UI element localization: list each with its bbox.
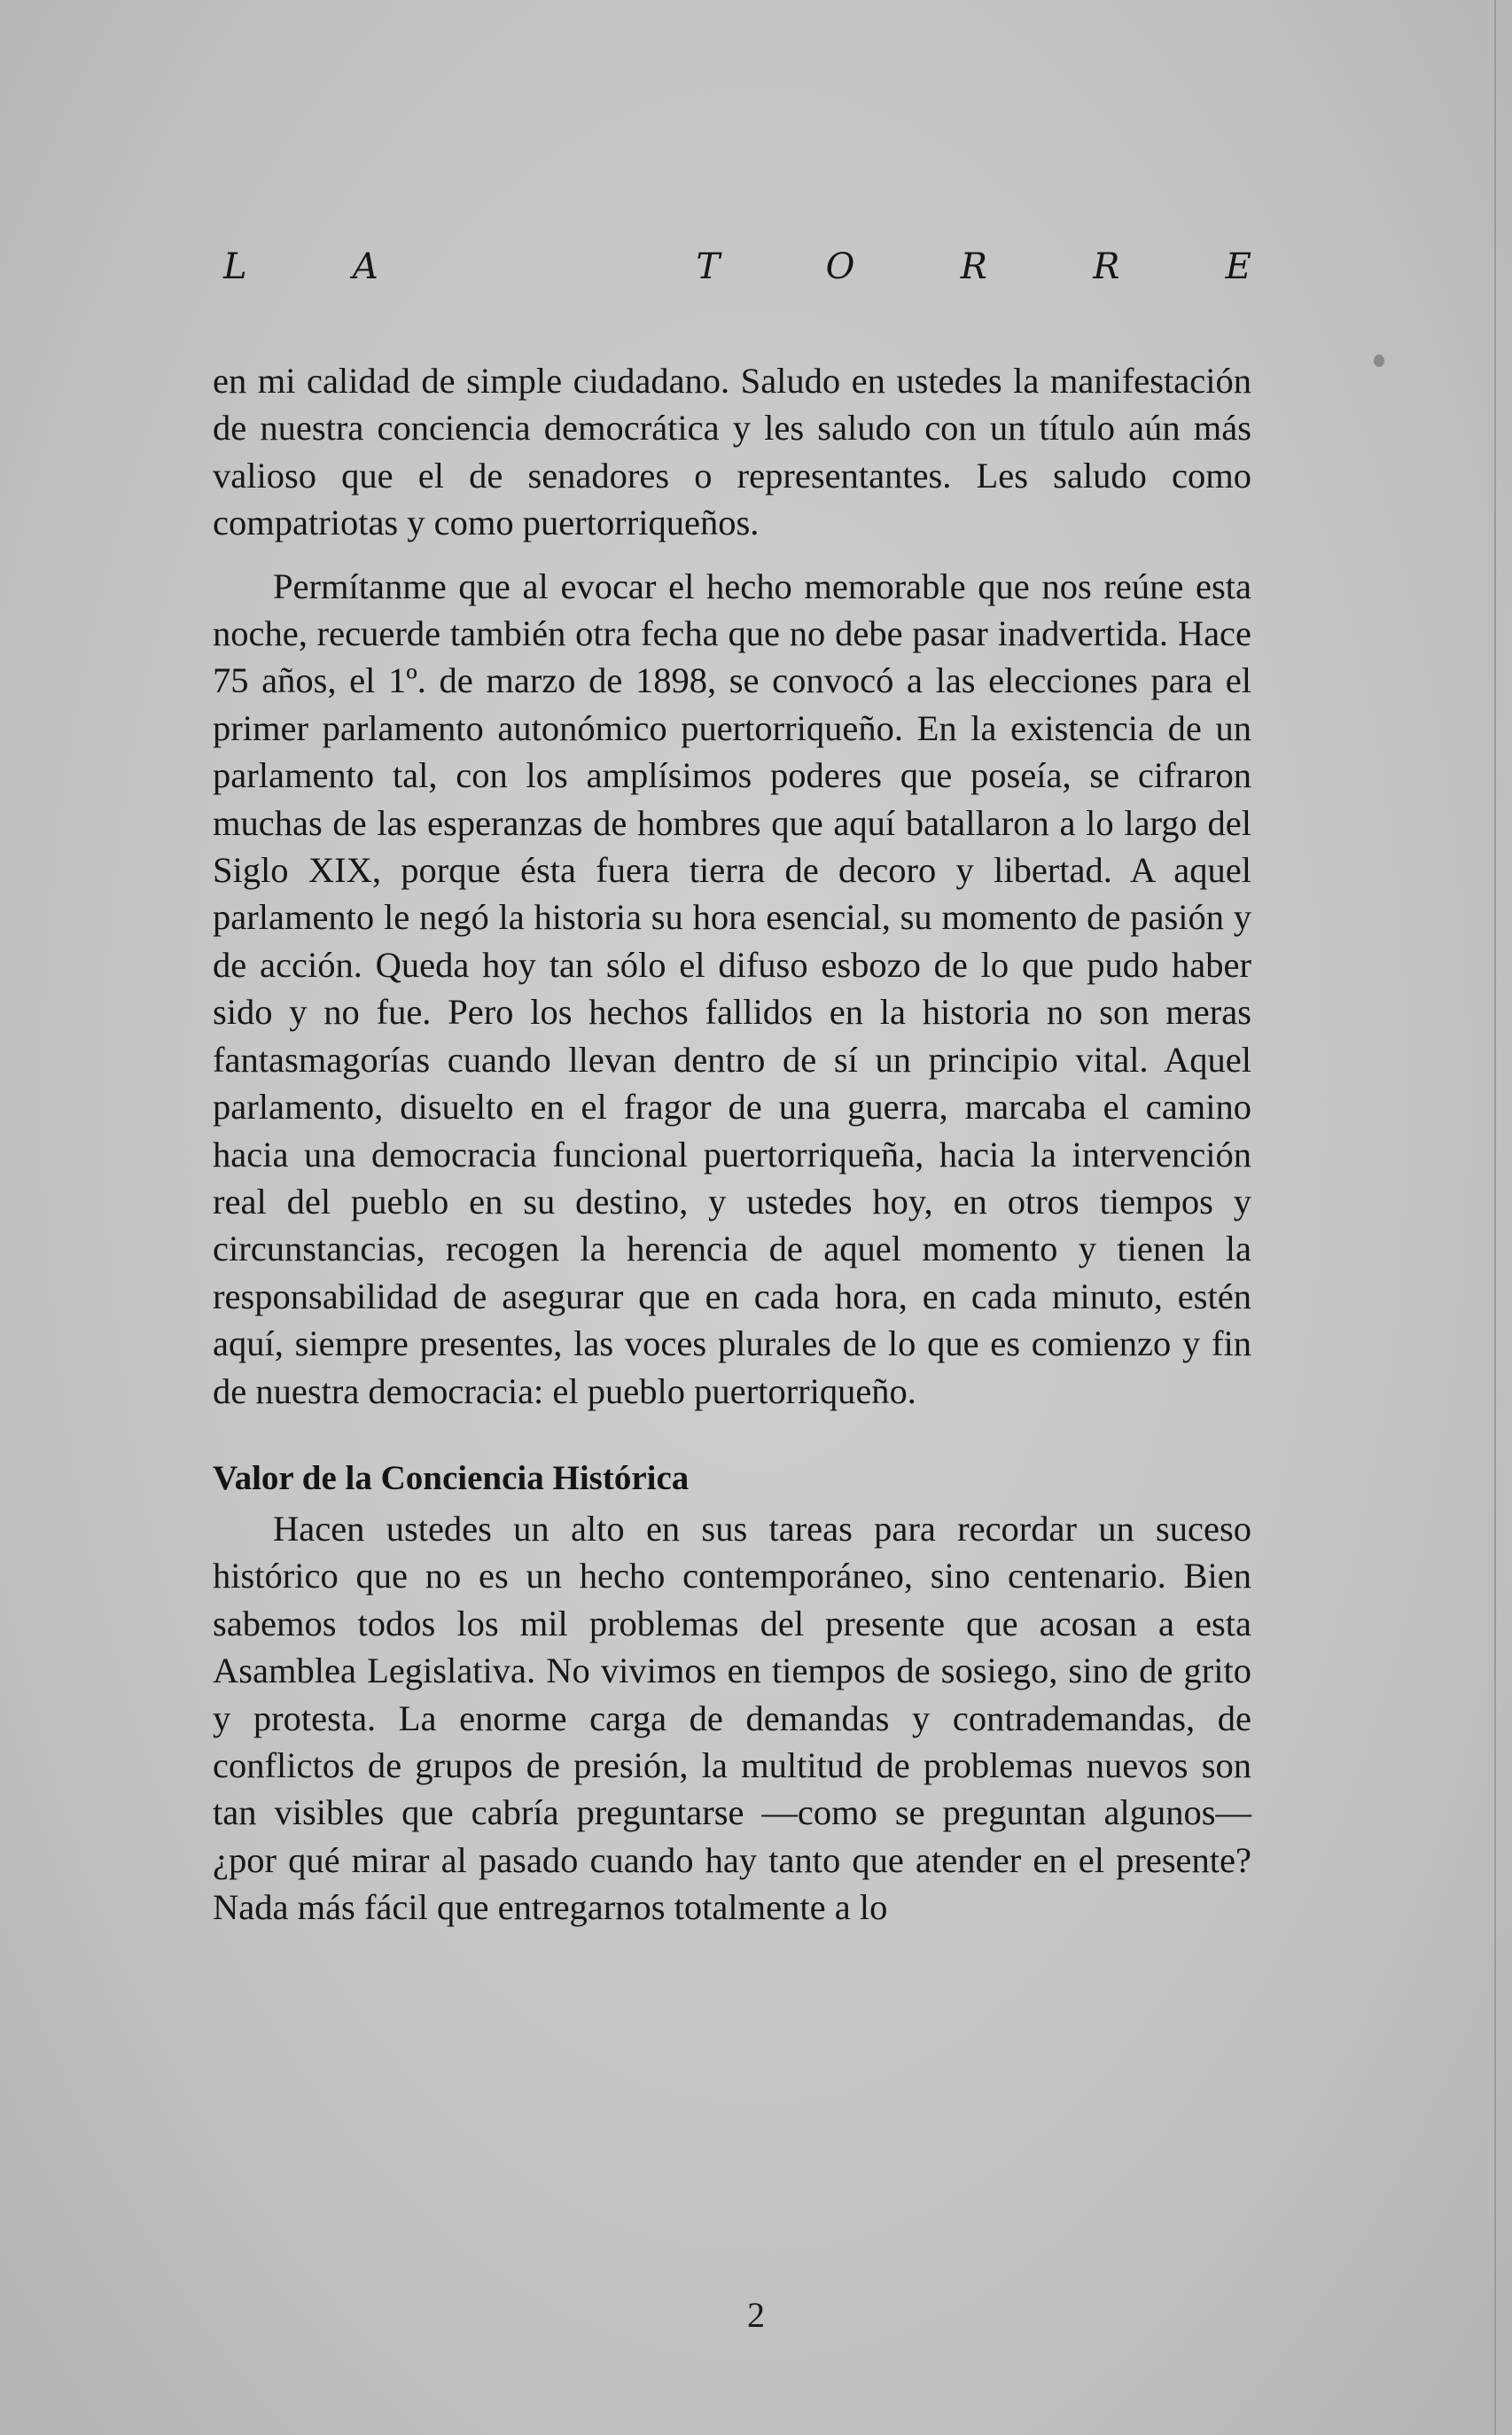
- running-header: [223, 246, 1251, 287]
- section-heading: Valor de la Conciencia Histórica: [213, 1458, 690, 1497]
- header-letter: T: [696, 246, 721, 287]
- header-letter: R: [1093, 246, 1120, 287]
- header-letter: L: [223, 246, 247, 287]
- paragraph: Permítanme que al evocar el hecho memorable que nos reúne esta noche, recuerde también otra fecha que no debe pasar inadvertida. Hace 75 años, el 1º. de marzo de 1898, se convocó a las elecciones para el primer parlamento autonómico puertorriqueño. En la existencia de un parlamento tal, con los amplísimos poderes que poseía, se cifraron muchas de las esperanzas de hombres que aquí batallaron a lo largo del Siglo XIX, porque ésta fuera tierra de decoro y libertad. A aquel parlamento le negó la historia su hora esencial, su momento de pasión y de acción. Queda hoy tan sólo el difuso esbozo de lo que pudo haber sido y no fue. Pero los hechos fallidos en la historia no son meras fantasmagorías cuando llevan dentro de sí un principio vital. Aquel parlamento, disuelto en el fragor de una guerra, marcaba el camino hacia una democracia funcional puertorriqueña, hacia la intervención real del pueblo en su destino, y ustedes hoy, en otros tiempos y circunstancias, recogen la herencia de aquel momento y tienen la responsabilidad de asegurar que en cada hora, en cada minuto, estén aquí, siempre presentes, las voces plurales de lo que es comienzo y fin de nuestra democracia: el pueblo puertorriqueño.: [213, 566, 1251, 1411]
- page-number: 2: [747, 2295, 765, 2335]
- header-letter: A: [352, 246, 378, 287]
- body-text: [213, 357, 1251, 1932]
- page-edge-line: [1494, 0, 1496, 2435]
- paragraph: Hacen ustedes un alto en sus tareas para recordar un suceso histórico que no es un hecho contemporáneo, sino centenario. Bien sabemos todos los mil problemas del presente que acosan a esta Asamblea Legislativa. No vivimos en tiempos de sosiego, sino de grito y protesta. La enorme carga de demandas y contrademandas, de conflictos de grupos de presión, la multitud de problemas nuevos son tan visibles que cabría preguntarse —como se preguntan algunos— ¿por qué mirar al pasado cuando hay tanto que atender en el presente? Nada más fácil que entregarnos totalmente a lo: [213, 1508, 1251, 1928]
- header-letter: E: [1225, 246, 1251, 287]
- paragraph: en mi calidad de simple ciudadano. Saludo en ustedes la manifestación de nuestra conciencia democrática y les saludo con un título aún más valioso que el de senadores o representantes. Les saludo como compatriotas y como puertorriqueños.: [213, 361, 1251, 543]
- header-spacer: [484, 246, 590, 287]
- header-letter: O: [825, 246, 855, 287]
- header-letter: R: [960, 246, 987, 287]
- ink-speck: [1374, 355, 1384, 367]
